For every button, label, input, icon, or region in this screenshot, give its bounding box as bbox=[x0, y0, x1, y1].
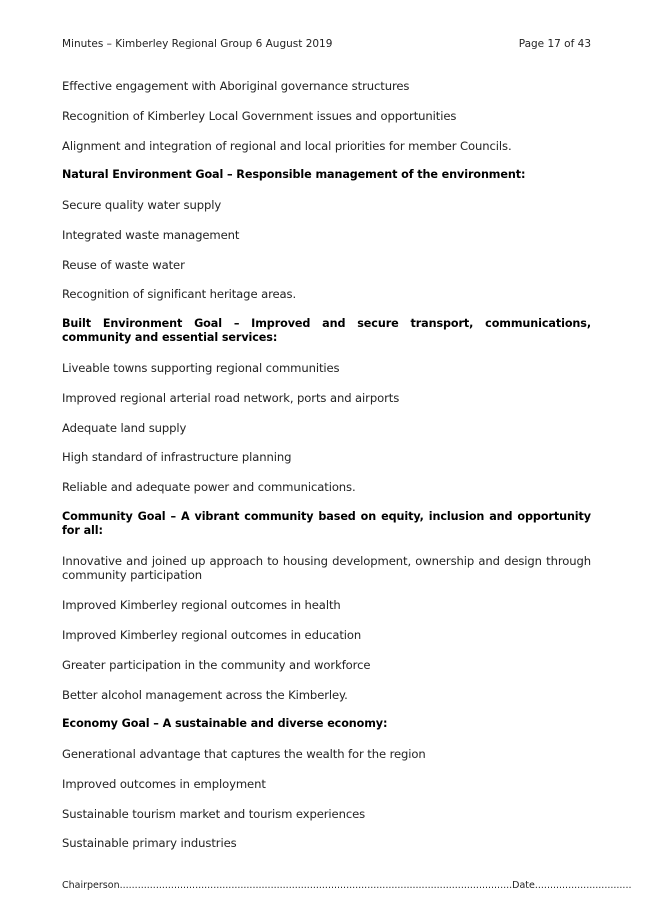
goal-item: Reuse of waste water bbox=[62, 257, 185, 272]
goal-heading: Built Environment Goal – Improved and secure transport, communications, community and essential services: bbox=[62, 317, 591, 345]
goal-item: Generational advantage that captures the wealth for the region bbox=[62, 747, 426, 762]
goal-heading: Economy Goal – A sustainable and diverse economy: bbox=[62, 717, 388, 731]
goal-item: Improved regional arterial road network, ports and airports bbox=[62, 390, 400, 405]
goal-item: Greater participation in the community and workforce bbox=[62, 657, 371, 672]
document-title: Minutes – Kimberley Regional Group 6 August 2019 bbox=[62, 38, 333, 50]
goal-item: High standard of infrastructure planning bbox=[62, 450, 292, 465]
goal-item: Secure quality water supply bbox=[62, 197, 222, 212]
chairperson-signature-line: Chairperson..................................................................................................................................Date................................ bbox=[62, 880, 632, 891]
goal-item: Recognition of significant heritage areas. bbox=[62, 287, 297, 302]
goal-item: Improved Kimberley regional outcomes in health bbox=[62, 598, 341, 613]
goal-item: Integrated waste management bbox=[62, 227, 240, 242]
goal-item: Effective engagement with Aboriginal governance structures bbox=[62, 79, 410, 93]
goal-heading: Natural Environment Goal – Responsible management of the environment: bbox=[62, 168, 526, 182]
document-body bbox=[62, 79, 591, 866]
goal-item: Reliable and adequate power and communications. bbox=[62, 480, 356, 495]
goal-item: Sustainable primary industries bbox=[62, 836, 237, 851]
signature-footer bbox=[62, 880, 632, 891]
page-number: Page 17 of 43 bbox=[518, 38, 591, 50]
goal-item: Adequate land supply bbox=[62, 420, 187, 435]
goal-item: Recognition of Kimberley Local Government issues and opportunities bbox=[62, 108, 457, 123]
goal-item: Alignment and integration of regional and local priorities for member Councils. bbox=[62, 138, 512, 153]
goal-item: Better alcohol management across the Kimberley. bbox=[62, 687, 348, 702]
goal-item: Improved Kimberley regional outcomes in education bbox=[62, 628, 362, 643]
goal-item: Improved outcomes in employment bbox=[62, 776, 266, 791]
goal-item: Sustainable tourism market and tourism experiences bbox=[62, 806, 366, 821]
goal-item: Liveable towns supporting regional communities bbox=[62, 361, 340, 376]
goal-heading: Community Goal – A vibrant community based on equity, inclusion and opportunity for all: bbox=[62, 510, 591, 538]
goal-item: Innovative and joined up approach to housing development, ownership and design through community participation bbox=[62, 553, 591, 583]
